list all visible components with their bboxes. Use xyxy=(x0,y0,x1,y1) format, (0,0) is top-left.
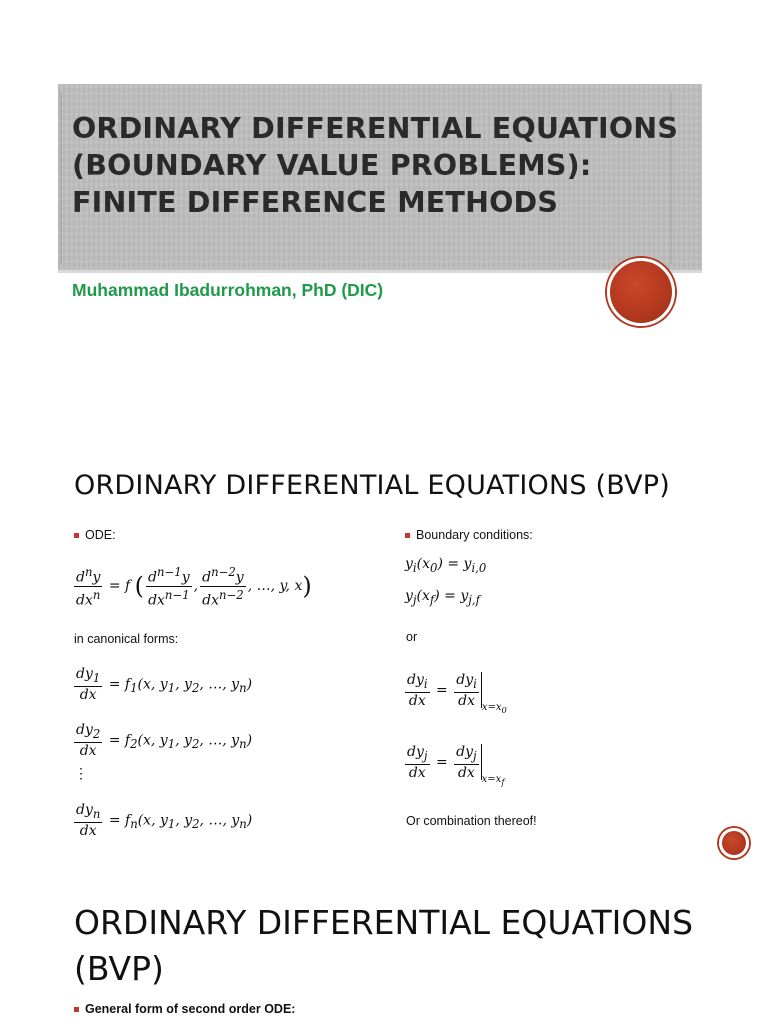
canonical-eq-n: $\frac{dy_n}{dx}$ = $f_n(x$, $y_1$, $y_2$, …, $y_n$) xyxy=(76,802,253,839)
title-slide xyxy=(0,0,768,440)
second-order-label: General form of second order ODE: xyxy=(85,1002,296,1016)
bc-eq-1: $y_i(x_0) = y_{i,0}$ xyxy=(405,556,487,575)
ode-general-equation: $\frac{d^ny}{dx^n}$ = f ( $\frac{d^{n-1}y}{dx^{n-1}}$ , $\frac{d^{n-2}y}{dx^{n-2}}$ , …, y, x) xyxy=(76,565,312,609)
slide-title: ORDINARY DIFFERENTIAL EQUATIONS (BVP) xyxy=(74,470,670,501)
bc-derivative-eq-2: $\frac{dy_j}{dx}$ = $\frac{dy_j}{dx}$ $_{x=x_f}$ xyxy=(407,744,505,788)
decorative-circle xyxy=(607,258,675,326)
bc-eq-2: $y_j(x_f) = y_{j,f}$ xyxy=(405,588,480,607)
bullet-marker xyxy=(405,533,410,538)
ode-label: ODE: xyxy=(85,528,116,542)
band-bottom-line xyxy=(58,270,702,273)
second-order-bullet xyxy=(74,1002,295,1016)
bullet-marker xyxy=(74,533,79,538)
second-order-ode-slide xyxy=(0,880,768,1024)
or-label: or xyxy=(406,630,418,644)
author-name: Muhammad Ibadurrohman, PhD (DIC) xyxy=(72,280,384,300)
decorative-circle-small xyxy=(719,828,749,858)
canonical-eq-1: $\frac{dy_1}{dx}$ = $f_1(x$, $y_1$, $y_2$, …, $y_n$) xyxy=(76,666,253,703)
canonical-label: in canonical forms: xyxy=(74,632,179,646)
bc-bullet xyxy=(405,528,533,542)
ode-bullet xyxy=(74,528,116,542)
combination-label: Or combination thereof! xyxy=(406,814,537,828)
bc-derivative-eq-1: $\frac{dy_i}{dx}$ = $\frac{dy_i}{dx}$ $_{x=x_0}$ xyxy=(407,672,507,716)
ode-bvp-slide xyxy=(0,440,768,880)
bullet-marker xyxy=(74,1007,79,1012)
bc-label: Boundary conditions: xyxy=(416,528,533,542)
vertical-ellipsis: ⋮ xyxy=(74,766,88,782)
band-frame-left xyxy=(60,92,62,264)
presentation-title: ORDINARY DIFFERENTIAL EQUATIONS (BOUNDARY VALUE PROBLEMS): FINITE DIFFERENCE METHODS xyxy=(72,112,679,219)
canonical-eq-2: $\frac{dy_2}{dx}$ = $f_2(x$, $y_1$, $y_2$, …, $y_n$) xyxy=(76,722,253,759)
slide-title: ORDINARY DIFFERENTIAL EQUATIONS (BVP) xyxy=(74,903,694,988)
